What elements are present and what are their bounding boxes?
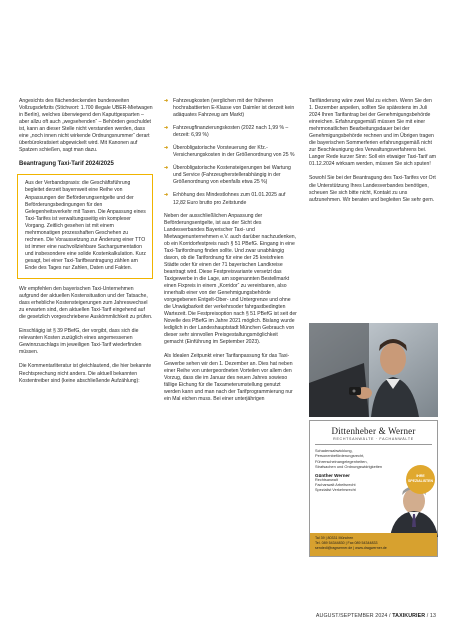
arrow-right-icon: ➜ — [164, 98, 169, 104]
ad-firm-name: Dittenheber & Werner — [331, 426, 416, 436]
paragraph: Angesichts des flächendeckenden bundesweiten Vollzugsdefizits (Stichwort: 1.700 illegale UBER-Mietwagen in Berlin), welches überwiegend den Kaputtgesparten – aber allzu oft auch „wegsehenden“ – Behörden geschuldet ist, kann an dieser Stelle nicht verstanden werden, dass eine „noch innen nicht wirkende Ordnungsnummer“ derart überbürokratisiert abgewickelt wird. Mit Kanonen auf Spatzen schießen, sagt man dazu. — [19, 98, 153, 154]
ad-firm-subtitle: RECHTSANWÄLTE · FACHANWÄLTE — [333, 437, 414, 441]
page-footer — [316, 613, 436, 619]
list-item: ➜ Überobligatorische Vorsteuerung der Kfz.-Versicherungskosten in der Größenordnung von 25 % — [164, 145, 295, 159]
paragraph: Wir empfehlen den bayerischen Taxi-Unternehmen aufgrund der aktuellen Kostensituation und der Tatsache, dass erhebliche Kostensteigerungen zum Jahreswechsel zu erwarten sind, den aktuellen Taxi-Tarif eingehend auf die gesetzlich vorgeschriebene Auskömmlichkeit zu prüfen. — [19, 286, 153, 321]
ad-lawyer-name: Günther Werner — [315, 472, 350, 478]
divider — [315, 444, 432, 445]
list-item: ➜ Erhöhung des Mindestlohnes zum 01.01.2025 auf 12,82 Euro brutto pro Zeitstunde — [164, 192, 286, 206]
driver-with-car-key-photo — [309, 323, 438, 417]
paragraph: Neben der ausschließlichen Anpassung der Beförderungsentgelte, ist aus der Sicht des Landesverbandes Bayerischer Taxi- und Mietwagenunternehmen e.V. auch darüber nachzudenken, ob ein Korridorfestpreis nach § 51 PBefG. Eingang in eine Taxi-Tarifordnung finden sollte. Und zwar unabhängig davon, ob die Tarifordnung für eine der 25 kreisfreien Städte oder für einen der 71 bayerischen Landkreise beantragt wird. Diese Festpreisvariante versetzt das Taxigewerbe in die Lage, am sogenannten Bestellmarkt einen Fixpreis in einem „Korridor“ zu vereinbaren, also innerhalb einer von der Genehmigungsbehörde vorgegebenen Entgelt-Ober- und Untergrenze und ohne die Unwägbarkeit der verkehrsoder fahrgastbedingten Wartezeit. Die Festpreisoption nach § 51 PBefG ist seit der Novelle des PBefG im Jahre 2021 möglich. Bislang wurde lediglich in der Landeshauptstadt München Gebrauch von dieser sehr sinnvollen Preisgestaltungsmöglichkeit gemacht (Einführung im September 2023). — [164, 212, 297, 346]
list-item: ➜ Überobligatorische Kostensteigerungen bei Wartung und Service (Fahrzeugherstellerabhängig in der Größenordnung von ebenfalls etwa 25 %) — [164, 165, 291, 186]
paragraph: Sowohl Sie bei der Beantragung des Taxi-Tarifes vor Ort die Unterstützung Ihres Landesverbandes benötigen, scheuen Sie sich bitte nicht, Kontakt zu uns aufzunehmen. Wir beraten und begleiten Sie sehr gern. — [309, 175, 436, 203]
arrow-right-icon: ➜ — [164, 192, 169, 199]
ad-services-text: Schadensabwicklung, Personenbeförderungsrecht, Führerscheinangelegenheiten, Strafsachen und Ordnungswidrigkeiten — [315, 448, 383, 470]
info-box-text: Aus der Verbandspraxis: die Geschäftsführung begleitet derzeit bayernweit eine Reihe von Anpassungen der Beförderungsentgelte und der Beförderungsbedingungen für den Gelegenheitsverkehr mit Taxen. Die Anpassung eines Taxi-Tarifes ist verwaltungsseitig ein komplexer Vorgang. Zeitlich gesehen ist mit einem mehrmonatigen prozesshaften Geschehen zu rechnen. Die Voraussetzung zur Änderung einer TTO ist immer eine nachvollziehbare Sachargumentation und insbesondere eine solide Kostenkalkulation. Kurz gesagt, bei einer Taxi-Tarifbeantragung zählen am Ende des Tages nur Zahlen, Daten und Fakten. — [25, 180, 146, 271]
text-column-1 — [19, 98, 153, 392]
ad-email-web: sendedi@ragwerner.de | www.dragwerner.de — [315, 546, 387, 551]
law-firm-advertisement — [309, 420, 438, 557]
section-heading: Beantragung Taxi-Tarif 2024/2025 — [19, 161, 114, 168]
list-item: ➜ Fahrzeugfinanzierungskosten (2022 nach 1,99 % – derzeit: 6,99 %) — [164, 125, 289, 139]
arrow-right-icon: ➜ — [164, 145, 169, 152]
arrow-right-icon: ➜ — [164, 165, 169, 172]
footer-page-number: / 13 — [425, 613, 436, 619]
paragraph: Die Kommentarliteratur ist gleichlautend, die hier bekannte Rechtsprechung nicht anders. Die aktuell bekannten Kostentreiber sind (keine abschließende Aufzählung): — [19, 363, 152, 384]
arrow-right-icon: ➜ — [164, 125, 169, 132]
ad-lawyer-role: Fachanwalt Arbeitsrecht — [315, 482, 356, 487]
ad-address: Tal 39 | 80331 München — [315, 536, 354, 540]
paragraph: Als Idealen Zeitpunkt einer Tarifanpassung für das Taxi-Gewerbe sehen wir den 1. Dezember an. Dies hat neben einer Reihe von untergeordneten Vorteilen vor allem den Vorzug, dass die im Januar des neuen Jahres sowieso fällige Eichung für die Taxameterumstellung genutzt werden kann und man nach der Tarifprogrammierung nur ein Mal eichen muss. Bei einer unterjährigen — [164, 353, 293, 402]
paragraph: Tarifänderung wäre zwei Mal zu eichen. Wenn Sie den 1. Dezember anpeilen, sollten Sie spätestens im Juli 2024 Ihren Tarifantrag bei der Genehmigungsbehörde einreichen. Erfahrungsgemäß müssen Sie mit einer mehrmonatlichen Bearbeitungsdauer bei der Genehmigungsbehörde rechnen und im Übrigen tragen die bayerischen Sommerferien erfahrungsgemäß nicht zur Beschleunigung des Verwaltungsverfahrens bei. Langer Rede kurzer Sinn: Soll ein etwaiger Taxi-Tarif am 01.12.2024 wirksam werden, müssen Sie sich sputen! — [309, 98, 437, 168]
text-column-3 — [309, 98, 437, 211]
ad-specialist-badge: IHRE SPEZIALISTEN — [406, 465, 435, 494]
text-column-2 — [164, 98, 298, 410]
info-box — [17, 174, 153, 279]
page-top-whitespace — [0, 0, 452, 92]
list-item: ➜ Fahrzeugkosten (verglichen mit der früheren hochrabattierten E-Klasse von Daimler ist derzeit kein adäquates Fahrzeug am Markt) — [164, 98, 295, 119]
ad-lawyer-role: Rechtsanwalt — [315, 477, 338, 482]
ad-phone: Tel. 089 54344830 | Fax 089 54344833 — [315, 541, 378, 546]
footer-date: AUGUST/SEPTEMBER 2024 / — [315, 613, 393, 619]
ad-contact-bar — [310, 533, 437, 556]
ad-lawyer-role: Spezialist Verkehrsrecht — [315, 488, 356, 493]
cost-driver-list — [164, 98, 298, 207]
paragraph: Einschlägig ist § 39 PBefG, der vorgibt, dass sich die relevanten Kosten zuzüglich eines angemessenen Gewinnzuschlags im jeweiligen Taxi-Tarif wiederfinden müssen. — [19, 328, 142, 356]
footer-brand: TAXIKURIER — [392, 613, 426, 619]
